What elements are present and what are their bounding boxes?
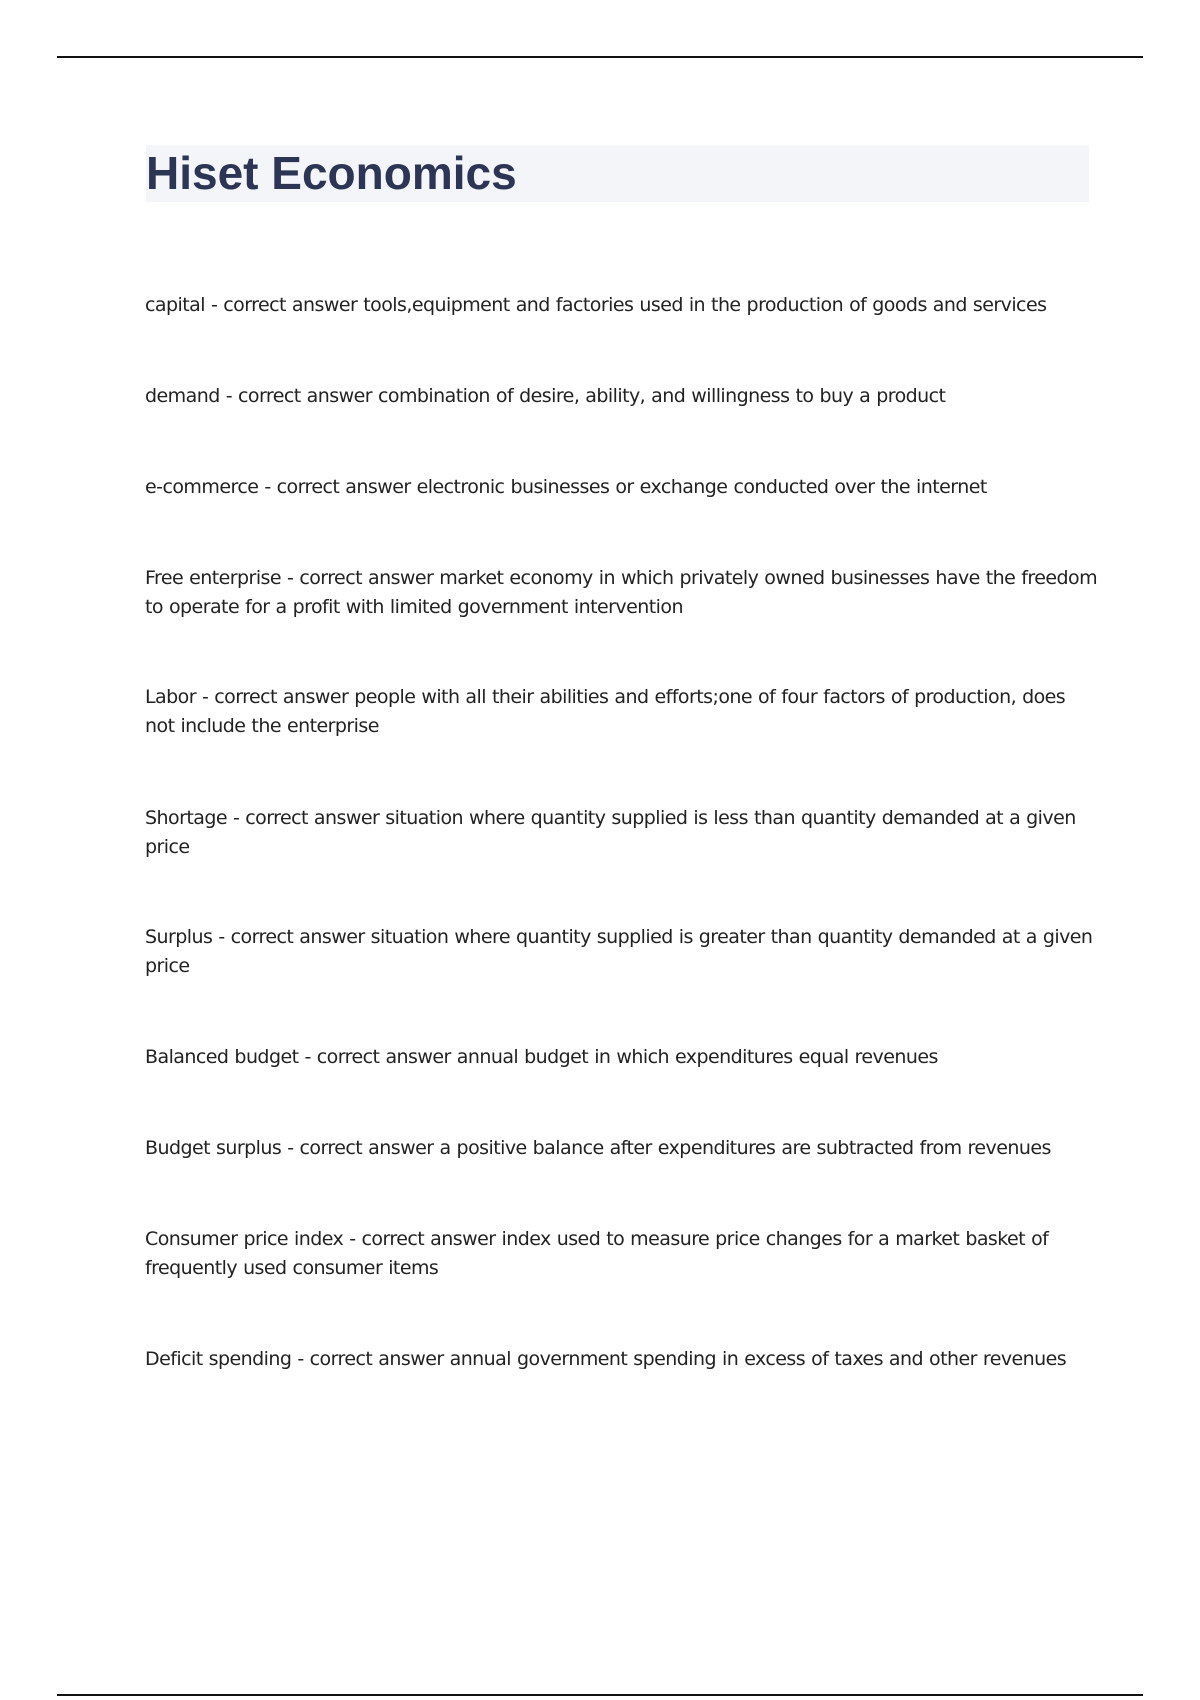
definition-entry-surplus: Surplus - correct answer situation where quantity supplied is greater than quantity demanded at a given price: [145, 926, 1093, 977]
definition-entry-capital: capital - correct answer tools,equipment and factories used in the production of goods and services: [145, 294, 1047, 316]
header-rule: [57, 56, 1143, 58]
definition-entry-shortage: Shortage - correct answer situation where quantity supplied is less than quantity demanded at a given price: [145, 807, 1076, 858]
document-title: Hiset Economics: [146, 147, 517, 199]
definition-entry-consumer-price-index: Consumer price index - correct answer index used to measure price changes for a market basket of frequently used consumer items: [145, 1228, 1049, 1279]
definition-entry-demand: demand - correct answer combination of desire, ability, and willingness to buy a product: [145, 385, 946, 407]
definition-entry-free-enterprise: Free enterprise - correct answer market economy in which privately owned businesses have the freedom to operate for a profit with limited government intervention: [145, 567, 1098, 618]
definition-entry-e-commerce: e-commerce - correct answer electronic businesses or exchange conducted over the internet: [145, 476, 987, 498]
definition-entry-budget-surplus: Budget surplus - correct answer a positive balance after expenditures are subtracted from revenues: [145, 1137, 1051, 1159]
definition-entry-deficit-spending: Deficit spending - correct answer annual government spending in excess of taxes and other revenues: [145, 1348, 1067, 1370]
definition-entry-labor: Labor - correct answer people with all their abilities and efforts;one of four factors of production, does not include the enterprise: [145, 686, 1066, 737]
footer-rule: [57, 1694, 1143, 1696]
definition-entry-balanced-budget: Balanced budget - correct answer annual budget in which expenditures equal revenues: [145, 1046, 938, 1068]
